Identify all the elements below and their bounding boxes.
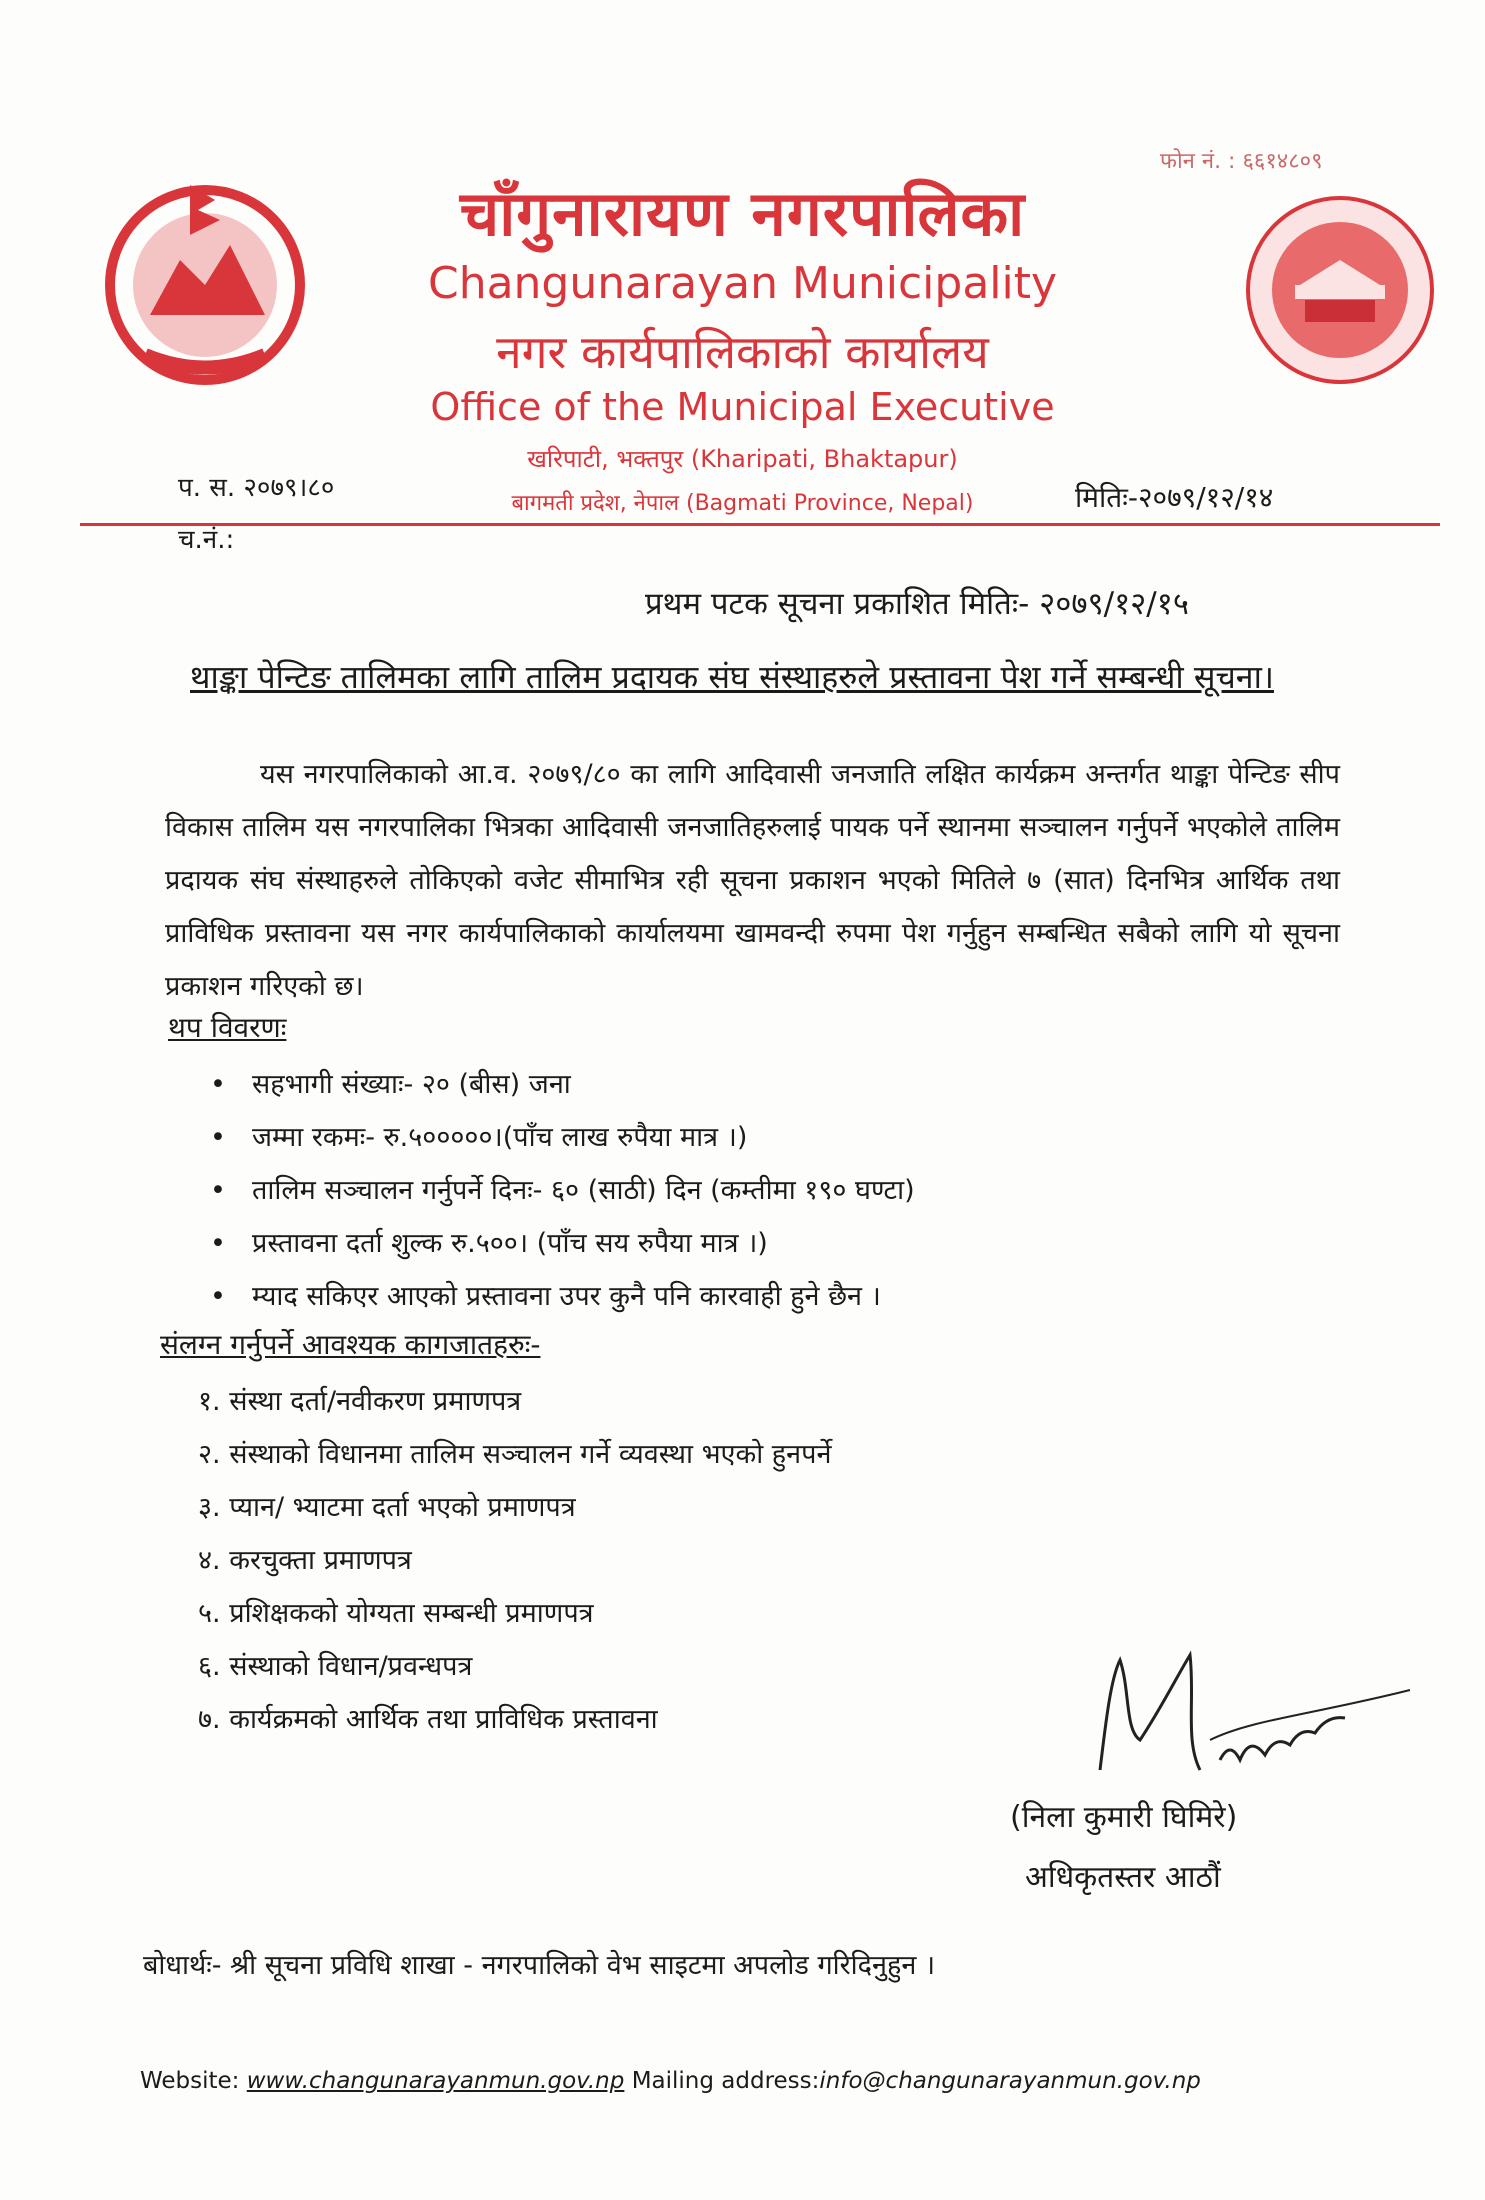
website-link[interactable]: www.changunarayanmun.gov.np [246,2068,625,2094]
documents-heading: संलग्न गर्नुपर्ने आवश्यक कागजातहरुः- [160,1328,541,1361]
bullet-icon: • [210,1122,226,1153]
list-item: • तालिम सञ्चालन गर्नुपर्ने दिनः- ६० (साठी) दिन (कम्तीमा १९० घण्टा) [210,1164,915,1217]
phone-number: फोन नं. : ६६१४८०९ [1160,149,1323,174]
published-date: प्रथम पटक सूचना प्रकाशित मितिः- २०७९/१२/१५ [645,586,1189,622]
bullet-icon: • [210,1228,226,1259]
signatory-name: (निला कुमारी घिमिरे) [1010,1800,1238,1835]
bullet-icon: • [210,1281,226,1312]
list-item: • प्रस्तावना दर्ता शुल्क रु.५००। (पाँच सय रुपैया मात्र ।) [210,1217,915,1270]
municipality-name-nepali: चाँगुनारायण नगरपालिका [459,177,1026,250]
bullet-icon: • [210,1175,226,1206]
carbon-copy-note: बोधार्थः- श्री सूचना प्रविधि शाखा - नगरपालिको वेभ साइटमा अपलोड गरिदिनुहुन । [143,1950,936,1981]
office-name-english: Office of the Municipal Executive [430,385,1055,429]
address-line-2: बागमती प्रदेश, नेपाल (Bagmati Province, Nepal) [511,491,974,516]
footer-contact [140,2068,1201,2094]
header-divider [80,523,1440,526]
details-list [210,1058,915,1323]
list-item: १. संस्था दर्ता/नवीकरण प्रमाणपत्र [198,1386,522,1417]
list-item: ७. कार्यक्रमको आर्थिक तथा प्राविधिक प्रस्तावना [198,1704,658,1735]
website-label: Website: [140,2068,240,2094]
municipality-name-english: Changunarayan Municipality [427,258,1058,309]
list-item: • जम्मा रकमः- रु.५०००००।(पाँच लाख रुपैया मात्र ।) [210,1111,915,1164]
list-item: ५. प्रशिक्षकको योग्यता सम्बन्धी प्रमाणपत्र [198,1598,594,1629]
signatory-designation: अधिकृतस्तर आठौं [1025,1860,1221,1895]
details-heading: थप विवरणः [168,1011,287,1044]
letter-date: मितिः-२०७९/१२/१४ [1075,481,1274,514]
mail-label: Mailing address: [631,2068,820,2094]
notice-body: यस नगरपालिकाको आ.व. २०७९/८० का लागि आदिवासी जनजाति लक्षित कार्यक्रम अन्तर्गत थाङ्का पेन्टिङ सीप विकास तालिम यस नगरपालिका भित्रका आदिवासी जनजातिहरुलाई पायक पर्ने स्थानमा सञ्चालन गर्नुपर्ने भएकोले तालिम प्रदायक संघ संस्थाहरुले तोकिएको वजेट सीमाभित्र रही सूचना प्रकाशन भएको मितिले ७ (सात) दिनभित्र आर्थिक तथा प्राविधिक प्रस्तावना यस नगर कार्यपालिकाको कार्यालयमा खामवन्दी रुपमा पेश गर्नुहुन सम्बन्धित सबैको लागि यो सूचना प्रकाशन गरिएको छ। [165,759,1340,1002]
list-item: २. संस्थाको विधानमा तालिम सञ्चालन गर्ने व्यवस्था भएको हुनपर्ने [198,1439,832,1470]
notice-subject: थाङ्का पेन्टिङ तालिमका लागि तालिम प्रदायक संघ संस्थाहरुले प्रस्तावना पेश गर्ने सम्बन्धी सूचना। [190,658,1274,696]
list-item: • सहभागी संख्याः- २० (बीस) जना [210,1058,915,1111]
office-name-nepali: नगर कार्यपालिकाको कार्यालय [496,325,989,379]
bullet-icon: • [210,1069,226,1100]
handwritten-signature [1080,1620,1440,1790]
address-line-1: खरिपाटी, भक्तपुर (Kharipati, Bhaktapur) [527,445,958,473]
list-item: ३. प्यान/ भ्याटमा दर्ता भएको प्रमाणपत्र [198,1492,576,1523]
list-item: ६. संस्थाको विधान/प्रवन्धपत्र [198,1651,473,1682]
list-item: • म्याद सकिएर आएको प्रस्तावना उपर कुनै पनि कारवाही हुने छैन । [210,1270,915,1323]
email-link[interactable]: info@changunarayanmun.gov.np [819,2068,1201,2094]
dispatch-number: च.नं.: [178,525,235,555]
list-item: ४. करचुक्ता प्रमाणपत्र [198,1545,412,1576]
documents-list [198,1375,831,1746]
reference-number: प. स. २०७९।८० [178,473,335,503]
